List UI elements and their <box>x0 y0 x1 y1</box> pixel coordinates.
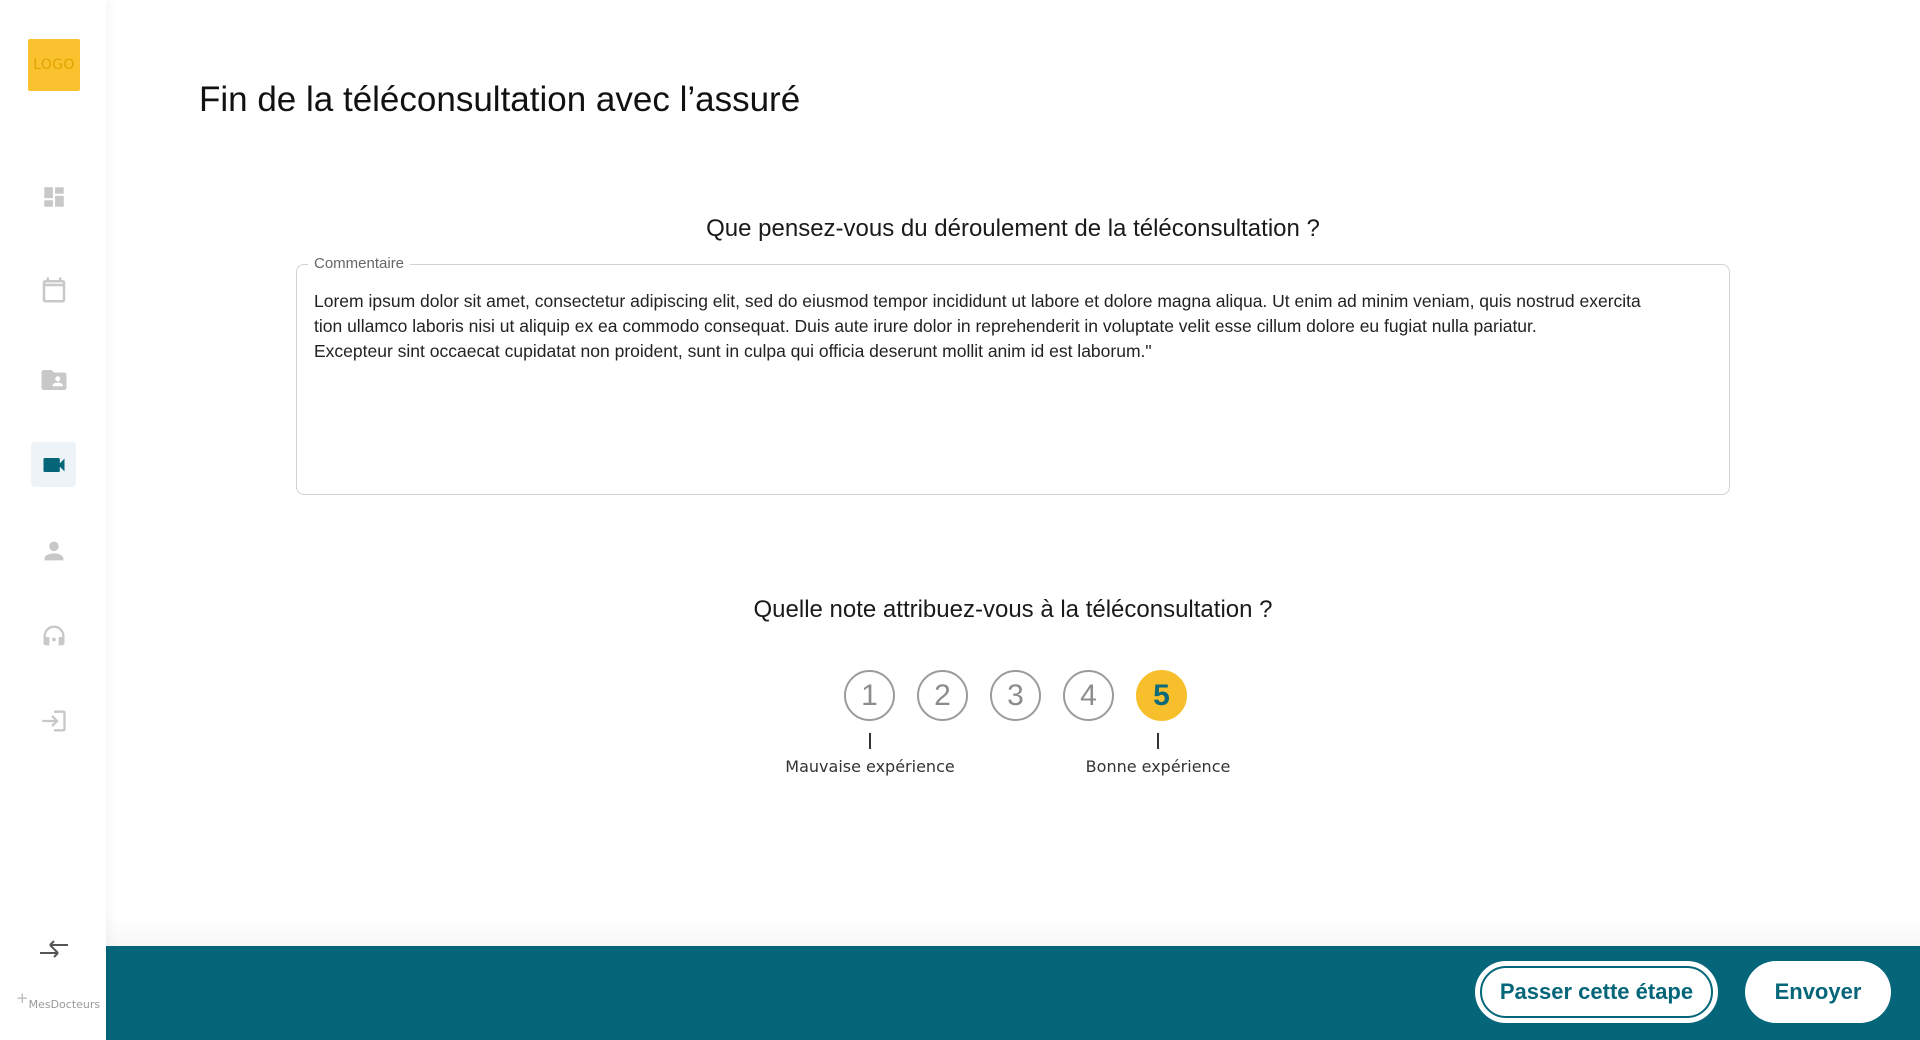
rating-option-2[interactable]: 2 <box>917 670 968 721</box>
sidebar-item-teleconsultation[interactable] <box>31 442 76 487</box>
skip-step-button[interactable] <box>1475 961 1718 1023</box>
rating-scale <box>844 670 1187 721</box>
rating-low-label: Mauvaise expérience <box>785 757 955 776</box>
rating-question: Quelle note attribuez-vous à la téléconsultation ? <box>753 596 1273 623</box>
sidebar <box>0 0 106 1040</box>
brand-mark <box>16 989 101 1012</box>
rating-option-1[interactable]: 1 <box>844 670 895 721</box>
rating-option-4[interactable]: 4 <box>1063 670 1114 721</box>
sidebar-item-profile[interactable] <box>31 528 76 573</box>
headset-icon <box>40 622 68 650</box>
logo-text: LOGO <box>33 57 75 73</box>
comment-field-value[interactable]: Lorem ipsum dolor sit amet, consectetur adipiscing elit, sed do eiusmod tempor incididunt ut labore et dolore magna aliqua. Ut enim ad minim veniam, quis nostrud exercita tion ullamco laboris nisi ut aliquip ex ea commodo consequat. Duis aute irure dolor in reprehenderit in voluptate velit esse cillum dolore eu fugiat nulla pariatur. Excepteur sint occaecat cupidatat non proident, sunt in culpa qui officia deserunt mollit anim id est laborum." <box>314 291 1641 361</box>
rating-option-5[interactable]: 5 <box>1136 670 1187 721</box>
send-button[interactable]: Envoyer <box>1745 961 1891 1023</box>
calendar-icon <box>39 275 69 305</box>
rating-high-label: Bonne expérience <box>1085 757 1231 776</box>
swap-arrows-icon <box>38 938 70 960</box>
dashboard-icon <box>41 184 67 210</box>
skip-step-button-label: Passer cette étape <box>1480 966 1713 1018</box>
sidebar-item-calendar[interactable] <box>31 267 76 312</box>
person-icon <box>40 537 68 565</box>
rating-high-tick <box>1157 733 1159 749</box>
rating-low-tick <box>869 733 871 749</box>
sidebar-item-support[interactable] <box>31 613 76 658</box>
folder-account-icon <box>39 365 69 395</box>
sidebar-item-logout[interactable] <box>31 698 76 743</box>
comment-field-label: Commentaire <box>308 255 410 272</box>
comment-field[interactable] <box>296 255 1730 495</box>
brand-text: MesDocteurs <box>28 998 101 1011</box>
sidebar-item-dashboard[interactable] <box>31 174 76 219</box>
switch-icon[interactable] <box>38 938 70 965</box>
action-footer <box>106 946 1920 1040</box>
rating-option-3[interactable]: 3 <box>990 670 1041 721</box>
login-icon <box>40 707 68 735</box>
logo[interactable] <box>28 39 80 91</box>
footer-shadow <box>106 915 1920 946</box>
sidebar-item-patient-folder[interactable] <box>31 357 76 402</box>
plus-icon: + <box>16 989 29 1007</box>
page-title: Fin de la téléconsultation avec l’assuré <box>199 80 801 119</box>
videocam-icon <box>40 451 68 479</box>
comment-question: Que pensez-vous du déroulement de la téléconsultation ? <box>706 215 1320 242</box>
